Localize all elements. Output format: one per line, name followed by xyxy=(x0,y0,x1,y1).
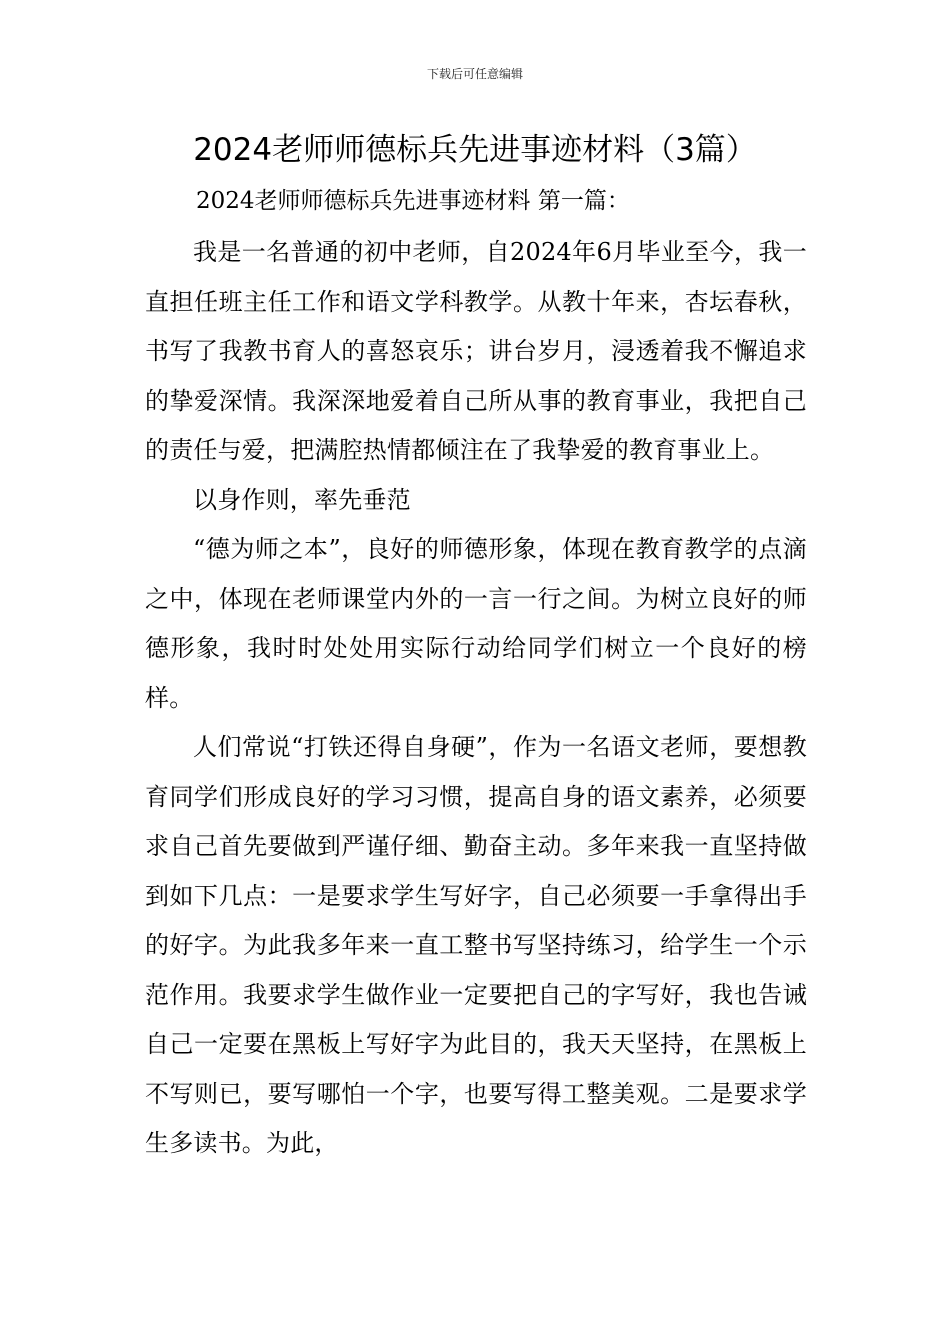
paragraph-intro: 我是一名普通的初中老师，自2024年6月毕业至今，我一直担任班主任工作和语文学科教学。从教十年来，杏坛春秋，书写了我教书育人的喜怒哀乐；讲台岁月，浸透着我不懈追求的挚爱深情。我深深地爱着自己所从事的教育事业，我把自己的责任与爱，把满腔热情都倾注在了我挚爱的教育事业上。 xyxy=(145,238,807,464)
paragraph-virtue: “德为师之本”，良好的师德形象，体现在教育教学的点滴之中，体现在老师课堂内外的一言一行之间。为树立良好的师德形象，我时时处处用实际行动给同学们树立一个良好的榜样。 xyxy=(145,535,807,712)
body-text xyxy=(145,228,807,1169)
paragraph-section-heading: 以身作则，率先垂范 xyxy=(193,485,411,514)
section-subheading: 2024老师师德标兵先进事迹材料 第一篇： xyxy=(196,188,630,214)
header-note: 下载后可任意编辑 xyxy=(426,67,523,81)
document-title: 2024老师师德标兵先进事迹材料（3篇） xyxy=(193,132,757,168)
paragraph-practice: 人们常说“打铁还得自身硬”，作为一名语文老师，要想教育同学们形成良好的学习习惯，提高自身的语文素养，必须要求自己首先要做到严谨仔细、勤奋主动。多年来我一直坚持做到如下几点：一是要求学生写好字，自己必须要一手拿得出手的好字。为此我多年来一直工整书写坚持练习，给学生一个示范作用。我要求学生做作业一定要把自己的字写好，我也告诫自己一定要在黑板上写好字为此目的，我天天坚持，在黑板上不写则已，要写哪怕一个字，也要写得工整美观。二是要求学生多读书。为此， xyxy=(145,733,807,1157)
